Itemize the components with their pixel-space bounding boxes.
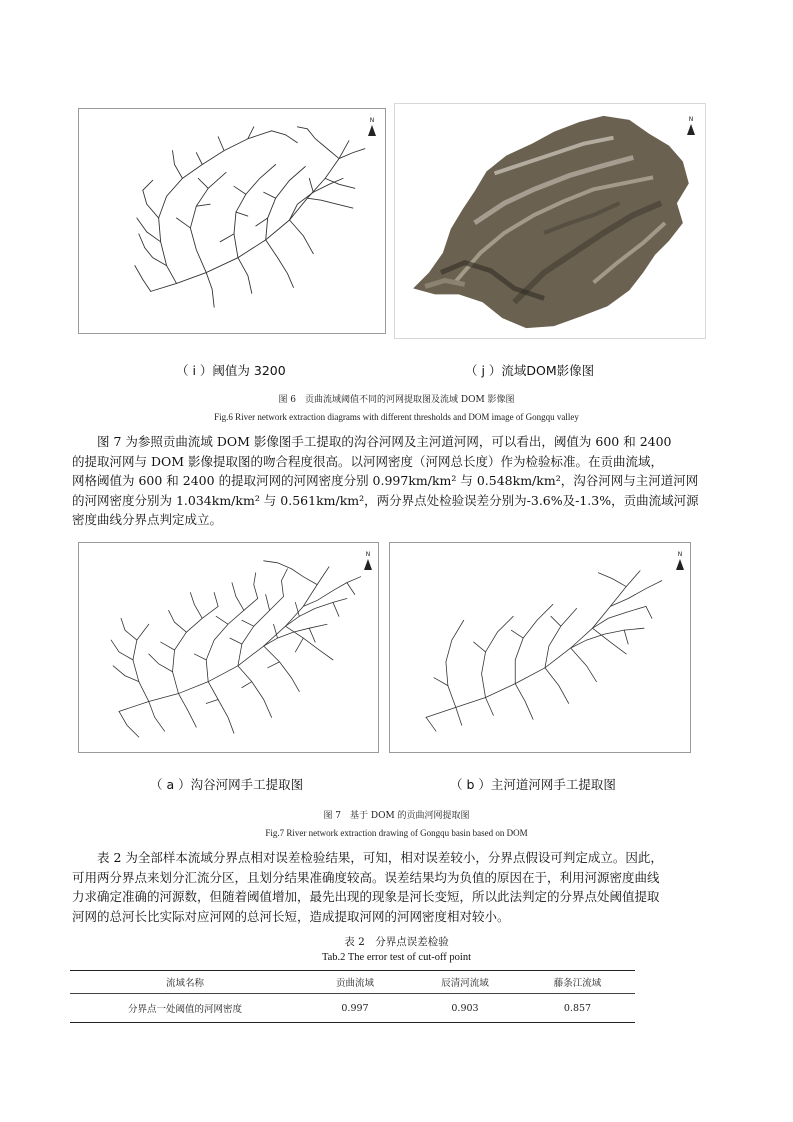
river-network-threshold-3200 [79,109,385,333]
paragraph-line: 力求确定准确的河源数，但随着阈值增加，最先出现的现象是河长变短，所以此法判定的分界点处阈值提取 [72,889,660,904]
north-arrow-icon: N [362,551,374,573]
table-cell: 0.903 [410,994,520,1023]
figure7-panel-b-map [389,542,691,753]
figure7-caption-cn: 图 7 基于 DOM 的贡曲河网提取图 [323,811,470,821]
gully-river-network-manual [79,543,378,752]
paragraph-line: 表 2 为全部样本流域分界点相对误差检验结果，可知，相对误差较小，分界点假设可判定成立。因此， [72,850,663,865]
table-row [70,994,635,1023]
table-header-cell: 贡曲流域 [300,971,410,994]
figure6-panel-i-map [78,108,386,334]
basin-dom-satellite-image [395,104,705,338]
paragraph-line: 的河网密度分别为 1.034km/km² 与 0.561km/km²，两分界点处检验误差分别为-3.6%及-1.3%，贡曲流域河源 [72,492,699,508]
figure6-panel-i-label: （ i ）阈值为 3200 [176,363,286,378]
table-header-cell: 流域名称 [70,971,300,994]
figure7-panel-a-map [78,542,379,753]
figure7-panel-b-label: （ b ）主河道河网手工提取图 [450,777,616,792]
figure6-panel-j-dom-image [394,103,706,339]
paragraph-line: 的提取河网与 DOM 影像提取图的吻合程度很高。以河网密度（河网总长度）作为检验标准。在贡曲流域， [72,453,664,469]
paragraph-line: 密度曲线分界点判定成立。 [72,512,223,527]
north-arrow-icon: N [685,116,697,138]
north-arrow-icon: N [674,551,686,573]
table2-title-en: Tab.2 The error test of cut-off point [321,952,472,963]
figure6-caption-en: Fig.6 River network extraction diagrams with different thresholds and DOM image of Gongqu valley [214,412,579,422]
table-cell: 分界点一处阈值的河网密度 [70,994,300,1023]
error-test-table [70,970,635,1023]
figure6-caption-cn: 图 6 贡曲流域阈值不同的河网提取图及流域 DOM 影像图 [278,395,515,405]
table-header-cell: 藤条江流域 [520,971,635,994]
table2-title-cn: 表 2 分界点误差检验 [344,936,449,948]
north-arrow-icon: N [366,117,378,139]
paragraph-line: 网格阈值为 600 和 2400 的提取河网的河网密度分别 0.997km/km² 与 0.548km/km²，沟谷河网与主河道河网 [72,473,699,488]
table-cell: 0.857 [520,994,635,1023]
body-paragraph-1 [72,432,724,530]
figure7-caption-en: Fig.7 River network extraction drawing of Gongqu basin based on DOM [265,828,528,838]
table-cell: 0.997 [300,994,410,1023]
main-channel-river-network-manual [390,543,690,752]
figure6-panel-j-label: （ j ）流域DOM影像图 [465,363,595,378]
paragraph-line: 河网的总河长比实际对应河网的总河长短，造成提取河网的河网密度相对较小。 [72,908,510,924]
paragraph-line: 可用两分界点来划分汇流分区，且划分结果准确度较高。误差结果均为负值的原因在于，利用河源密度曲线 [72,869,660,885]
paragraph-line: 图 7 为参照贡曲流域 DOM 影像图手工提取的沟谷河网及主河道河网，可以看出，阈值为 600 和 2400 [72,434,672,449]
table-header-cell: 辰清河流域 [410,971,520,994]
table-header-row [70,971,635,994]
figure7-panel-a-label: （ a ）沟谷河网手工提取图 [150,777,304,792]
body-paragraph-2 [72,848,724,926]
